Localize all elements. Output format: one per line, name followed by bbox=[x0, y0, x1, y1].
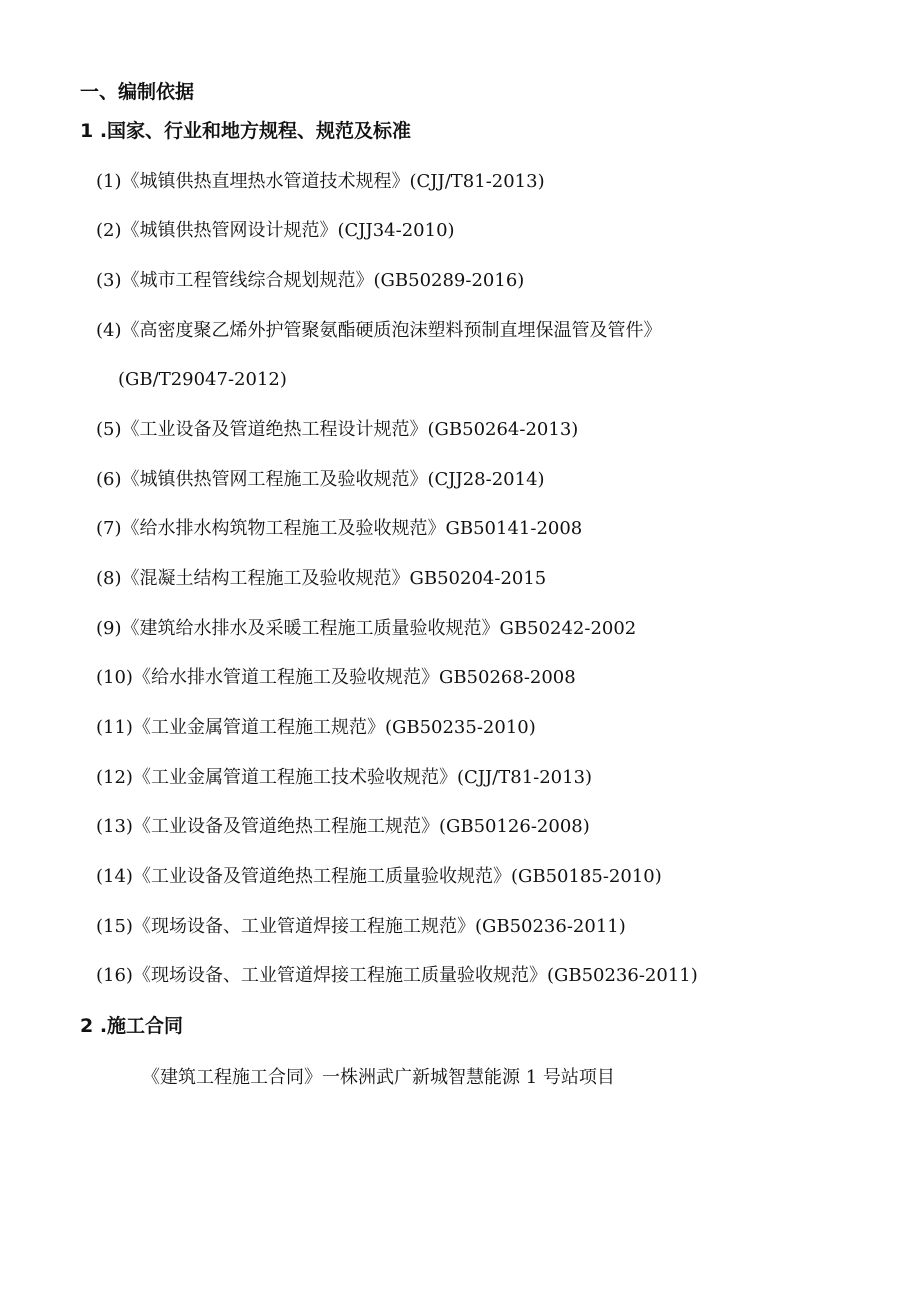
standard-item-9: (9)《建筑给水排水及采暖工程施工质量验收规范》GB50242-2002 bbox=[96, 618, 637, 639]
standard-item-12: (12)《工业金属管道工程施工技术验收规范》(CJJ/T81-2013) bbox=[96, 767, 593, 788]
standard-item-2: (2)《城镇供热管网设计规范》(CJJ34-2010) bbox=[96, 220, 455, 241]
standard-item-11: (11)《工业金属管道工程施工规范》(GB50235-2010) bbox=[96, 717, 536, 738]
standard-item-7: (7)《给水排水构筑物工程施工及验收规范》GB50141-2008 bbox=[96, 518, 583, 539]
standard-item-1: (1)《城镇供热直埋热水管道技术规程》(CJJ/T81-2013) bbox=[96, 171, 545, 192]
standard-item-8: (8)《混凝土结构工程施工及验收规范》GB50204-2015 bbox=[96, 568, 547, 589]
standard-item-15: (15)《现场设备、工业管道焊接工程施工规范》(GB50236-2011) bbox=[96, 916, 626, 937]
standard-item-16: (16)《现场设备、工业管道焊接工程施工质量验收规范》(GB50236-2011) bbox=[96, 965, 698, 986]
standard-item-5: (5)《工业设备及管道绝热工程设计规范》(GB50264-2013) bbox=[96, 419, 579, 440]
standard-item-4-continuation: (GB/T29047-2012) bbox=[118, 369, 287, 390]
standard-item-10: (10)《给水排水管道工程施工及验收规范》GB50268-2008 bbox=[96, 667, 576, 688]
standard-item-3: (3)《城市工程管线综合规划规范》(GB50289-2016) bbox=[96, 270, 525, 291]
standard-item-13: (13)《工业设备及管道绝热工程施工规范》(GB50126-2008) bbox=[96, 816, 590, 837]
standard-item-6: (6)《城镇供热管网工程施工及验收规范》(CJJ28-2014) bbox=[96, 469, 545, 490]
subsection-title-contract: 2 .施工合同 bbox=[80, 1015, 184, 1037]
section-heading: 一、编制依据 bbox=[80, 81, 195, 103]
standard-item-4: (4)《高密度聚乙烯外护管聚氨酯硬质泡沫塑料预制直埋保温管及管件》 bbox=[96, 320, 662, 341]
contract-description: 《建筑工程施工合同》一株洲武广新城智慧能源 1 号站项目 bbox=[142, 1067, 615, 1088]
subsection-title-standards: 1 .国家、行业和地方规程、规范及标准 bbox=[80, 120, 412, 142]
standard-item-14: (14)《工业设备及管道绝热工程施工质量验收规范》(GB50185-2010) bbox=[96, 866, 662, 887]
